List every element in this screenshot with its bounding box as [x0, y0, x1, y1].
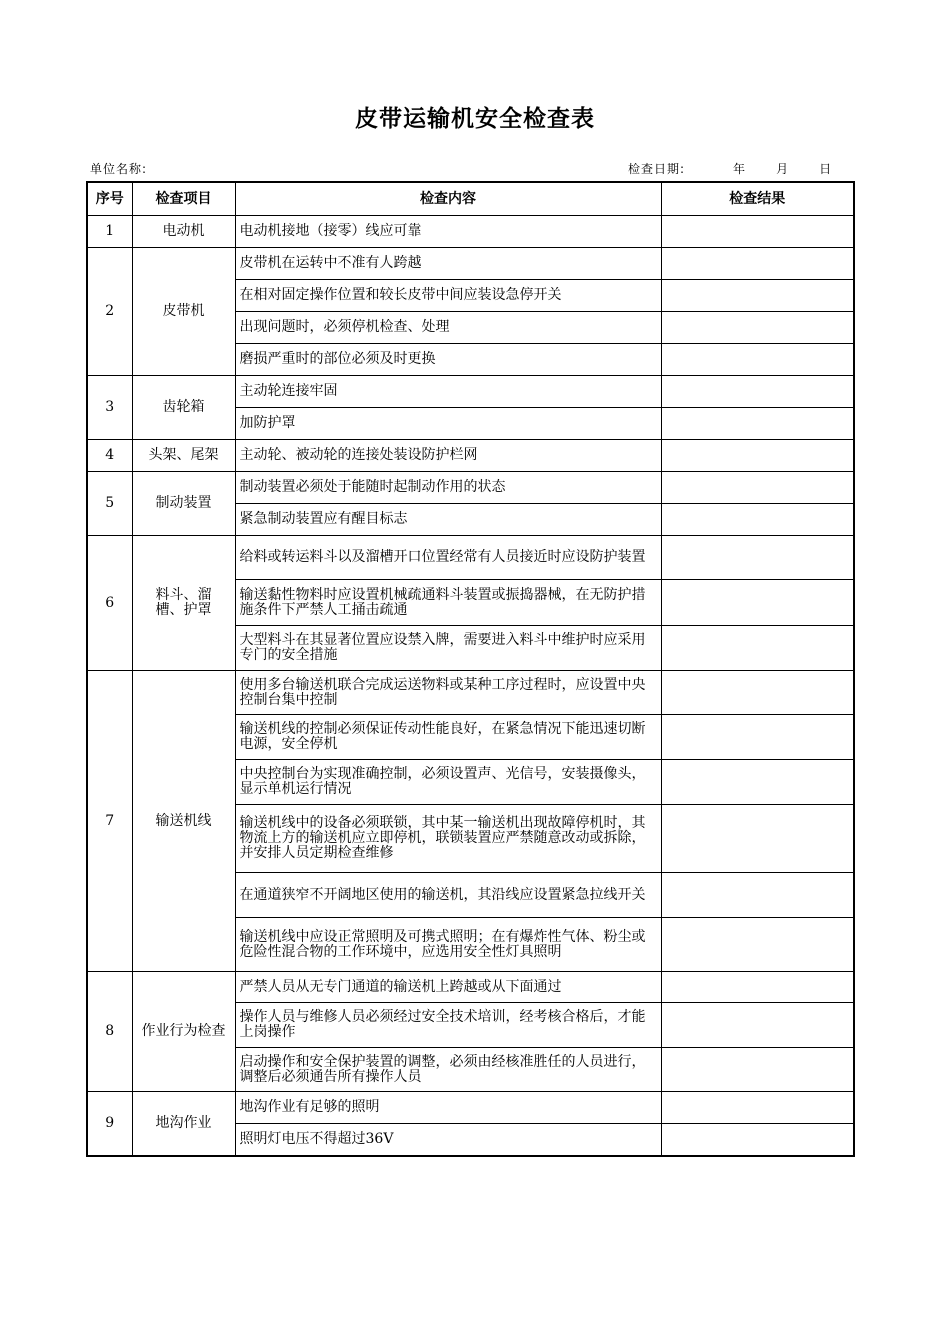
check-result-cell[interactable] [661, 1048, 854, 1092]
table-row [87, 216, 854, 248]
check-result-cell[interactable] [661, 580, 854, 626]
check-content: 在通道狭窄不开阔地区使用的输送机，其沿线应设置紧急拉线开关 [235, 873, 661, 918]
check-result-cell[interactable] [661, 671, 854, 715]
check-content: 启动操作和安全保护装置的调整，必须由经核准胜任的人员进行，调整后必须通告所有操作人员 [235, 1048, 661, 1092]
check-item [132, 376, 235, 440]
check-content: 输送黏性物料时应设置机械疏通料斗装置或振捣器械，在无防护措施条件下严禁人工捅击疏通 [235, 580, 661, 626]
date-label: 检查日期: [628, 162, 686, 176]
check-content: 操作人员与维修人员必须经过安全技术培训，经考核合格后，才能上岗操作 [235, 1003, 661, 1048]
check-item [132, 216, 235, 248]
check-content: 大型料斗在其显著位置应设禁入牌，需要进入料斗中维护时应采用专门的安全措施 [235, 626, 661, 671]
check-content: 给料或转运料斗以及溜槽开口位置经常有人员接近时应设防护装置 [235, 536, 661, 580]
check-content: 使用多台输送机联合完成运送物料或某种工序过程时，应设置中央控制台集中控制 [235, 671, 661, 715]
check-content: 皮带机在运转中不准有人跨越 [235, 248, 661, 280]
check-content: 主动轮连接牢固 [235, 376, 661, 408]
date-day: 日 [819, 162, 833, 176]
check-item [132, 972, 235, 1092]
inspection-table [86, 181, 855, 1157]
check-result-cell[interactable] [661, 376, 854, 408]
header-item: 检查项目 [132, 182, 235, 216]
check-content: 紧急制动装置应有醒目标志 [235, 504, 661, 536]
page-title: 皮带运输机安全检查表 [355, 106, 595, 132]
check-result-cell[interactable] [661, 216, 854, 248]
date-month: 月 [776, 162, 790, 176]
check-content: 在相对固定操作位置和较长皮带中间应装设急停开关 [235, 280, 661, 312]
check-item [132, 440, 235, 472]
check-item-label: 头架、尾架 [148, 447, 219, 463]
table-row [87, 1092, 854, 1124]
row-number: 2 [87, 248, 132, 376]
check-content: 制动装置必须处于能随时起制动作用的状态 [235, 472, 661, 504]
check-content: 磨损严重时的部位必须及时更换 [235, 344, 661, 376]
check-item-label: 作业行为检查 [141, 1023, 226, 1039]
check-content: 中央控制台为实现准确控制，必须设置声、光信号，安装摄像头，显示单机运行情况 [235, 760, 661, 805]
check-content: 输送机线中应设正常照明及可携式照明；在有爆炸性气体、粉尘或危险性混合物的工作环境中，应选用安全性灯具照明 [235, 918, 661, 972]
check-result-cell[interactable] [661, 504, 854, 536]
check-item-label: 地沟作业 [155, 1114, 212, 1131]
header-content: 检查内容 [235, 182, 661, 216]
check-content: 地沟作业有足够的照明 [235, 1092, 661, 1124]
check-item-label: 电动机 [162, 223, 205, 239]
check-result-cell[interactable] [661, 1124, 854, 1156]
table-row [87, 972, 854, 1003]
row-number: 1 [87, 216, 132, 248]
check-result-cell[interactable] [661, 248, 854, 280]
check-content: 严禁人员从无专门通道的输送机上跨越或从下面通过 [235, 972, 661, 1003]
check-result-cell[interactable] [661, 472, 854, 504]
inspection-date [628, 160, 832, 177]
check-item [132, 472, 235, 536]
check-content: 输送机线的控制必须保证传动性能良好，在紧急情况下能迅速切断电源，安全停机 [235, 715, 661, 760]
table-row [87, 248, 854, 280]
check-result-cell[interactable] [661, 972, 854, 1003]
header-result: 检查结果 [661, 182, 854, 216]
check-result-cell[interactable] [661, 1003, 854, 1048]
date-year: 年 [733, 162, 747, 176]
check-item-label: 料斗、溜槽、护罩 [155, 587, 212, 618]
check-result-cell[interactable] [661, 715, 854, 760]
table-row [87, 440, 854, 472]
check-item [132, 536, 235, 671]
check-result-cell[interactable] [661, 626, 854, 671]
table-body [87, 216, 854, 1156]
check-item [132, 671, 235, 972]
check-result-cell[interactable] [661, 805, 854, 873]
row-number: 3 [87, 376, 132, 440]
check-result-cell[interactable] [661, 536, 854, 580]
check-result-cell[interactable] [661, 280, 854, 312]
check-result-cell[interactable] [661, 918, 854, 972]
check-result-cell[interactable] [661, 760, 854, 805]
check-item-label: 输送机线 [155, 812, 212, 829]
row-number: 5 [87, 472, 132, 536]
header-num: 序号 [87, 182, 132, 216]
check-content: 电动机接地（接零）线应可靠 [235, 216, 661, 248]
check-item [132, 248, 235, 376]
check-result-cell[interactable] [661, 873, 854, 918]
check-content: 出现问题时，必须停机检查、处理 [235, 312, 661, 344]
table-row [87, 472, 854, 504]
check-content: 加防护罩 [235, 408, 661, 440]
row-number: 4 [87, 440, 132, 472]
check-result-cell[interactable] [661, 312, 854, 344]
check-content: 主动轮、被动轮的连接处装设防护栏网 [235, 440, 661, 472]
check-result-cell[interactable] [661, 440, 854, 472]
check-item-label: 皮带机 [162, 303, 205, 319]
table-row [87, 536, 854, 580]
check-content: 输送机线中的设备必须联锁，其中某一输送机出现故障停机时，其物流上方的输送机应立即停机，联锁装置应严禁随意改动或拆除，并安排人员定期检查维修 [235, 805, 661, 873]
check-result-cell[interactable] [661, 408, 854, 440]
check-result-cell[interactable] [661, 344, 854, 376]
row-number: 8 [87, 972, 132, 1092]
check-item-label: 齿轮箱 [162, 399, 205, 415]
check-content: 照明灯电压不得超过36V [235, 1124, 661, 1156]
row-number: 6 [87, 536, 132, 671]
row-number: 9 [87, 1092, 132, 1156]
table-header-row [87, 182, 854, 216]
table-row [87, 671, 854, 715]
table-row [87, 376, 854, 408]
row-number: 7 [87, 671, 132, 972]
check-result-cell[interactable] [661, 1092, 854, 1124]
check-item [132, 1092, 235, 1156]
check-item-label: 制动装置 [155, 495, 212, 511]
unit-name-label: 单位名称: [90, 162, 148, 176]
